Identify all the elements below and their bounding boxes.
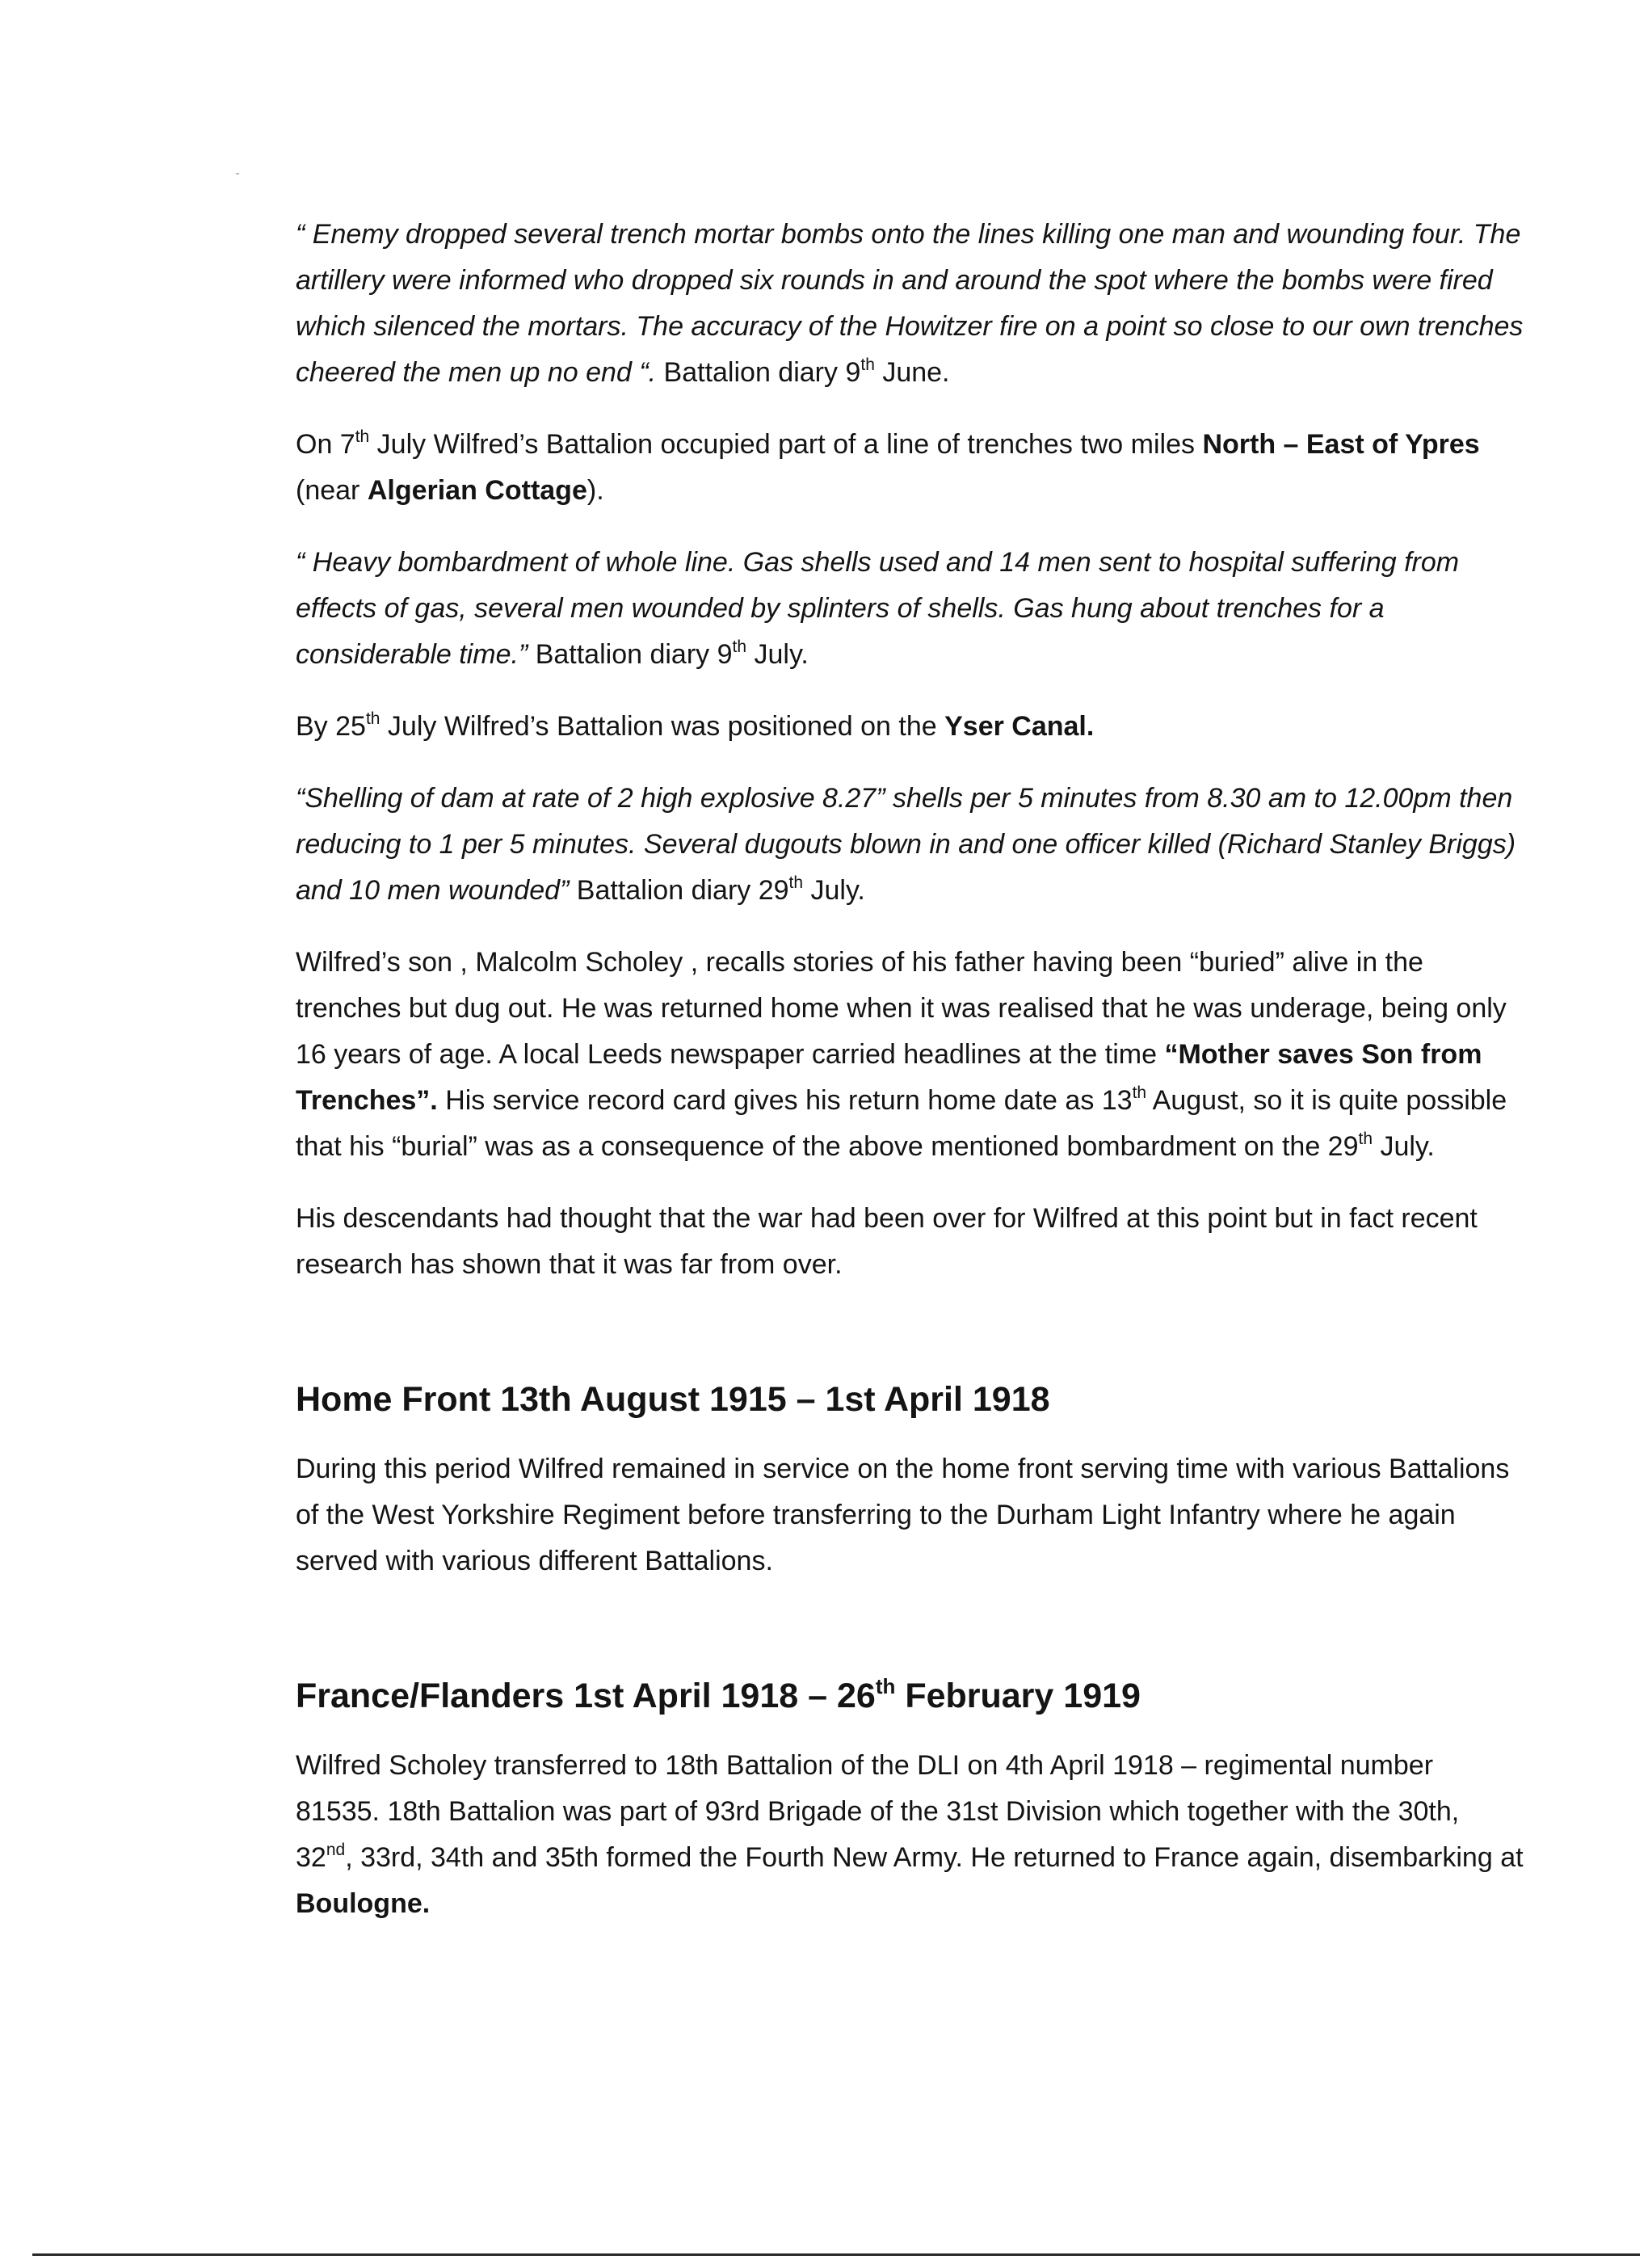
bold-place: Algerian Cottage bbox=[367, 475, 587, 506]
text: , 33rd, 34th and 35th formed the Fourth New Army. He returned to France again, disembarking at bbox=[345, 1842, 1524, 1873]
ordinal-suffix: th bbox=[1358, 1129, 1373, 1148]
text: Wilfred Scholey transferred to 18th Battalion of the DLI on 4th April 1918 – regimental number 81535. 18th Battalion was part of 93rd Brigade of the 31st Division which together with the 30th, 32 bbox=[296, 1750, 1460, 1873]
ordinal-suffix: th bbox=[788, 873, 804, 892]
heading-text: France/Flanders 1st April 1918 – 26 bbox=[296, 1677, 876, 1715]
paragraph-ypres bbox=[296, 422, 1524, 514]
bold-place: Yser Canal. bbox=[944, 711, 1095, 742]
text: (near bbox=[296, 475, 368, 506]
source-text: Battalion diary 9 bbox=[528, 639, 733, 670]
paragraph-descendants: His descendants had thought that the war had been over for Wilfred at this point but in fact recent research has shown that it was far from over. bbox=[296, 1203, 1478, 1280]
text: July Wilfred’s Battalion occupied part of a line of trenches two miles bbox=[369, 429, 1203, 460]
text: On 7 bbox=[296, 429, 355, 460]
source-text: June. bbox=[874, 357, 950, 388]
paragraph-home-front: During this period Wilfred remained in service on the home front serving time with various Battalions of the West Yorkshire Regiment before transferring to the Durham Light Infantry where he again served with various different Battalions. bbox=[296, 1454, 1510, 1576]
text: ). bbox=[586, 475, 604, 506]
text: July Wilfred’s Battalion was positioned on the bbox=[380, 711, 945, 742]
quote-text: “ Heavy bombardment of whole line. Gas shells used and 14 men sent to hospital suffering from effects of gas, several men wounded by splinters of shells. Gas hung about trenches for a considerable time.” bbox=[296, 547, 1460, 670]
bold-headline: “Mother saves Son from Trenches”. bbox=[296, 1039, 1482, 1116]
section-heading-france-flanders bbox=[296, 1672, 1524, 1720]
ordinal-suffix: th bbox=[365, 709, 380, 728]
text: By 25 bbox=[296, 711, 366, 742]
ordinal-suffix: th bbox=[732, 637, 747, 656]
text: Wilfred’s son , Malcolm Scholey , recalls stories of his father having been “buried” alive in the trenches but dug out. He was returned home when it was realised that he was underage, being only 16 years of age. A local Leeds newspaper carried headlines at the time bbox=[296, 947, 1507, 1070]
diary-quote-june bbox=[296, 212, 1524, 396]
source-text: July. bbox=[746, 639, 809, 670]
source-text: July. bbox=[803, 875, 865, 906]
paragraph-france bbox=[296, 1743, 1524, 1927]
text: His service record card gives his return home date as 13 bbox=[437, 1085, 1133, 1116]
text: July. bbox=[1373, 1131, 1435, 1162]
scan-mark bbox=[236, 173, 239, 175]
quote-text: “ Enemy dropped several trench mortar bombs onto the lines killing one man and wounding four. The artillery were informed who dropped six rounds in and around the spot where the bombs were fired which silenced the mortars. The accuracy of the Howitzer fire on a point so close to our own trenches cheered the men up no end “. bbox=[296, 219, 1524, 388]
ordinal-suffix: th bbox=[875, 1673, 896, 1698]
ordinal-suffix: th bbox=[355, 427, 370, 446]
text: August, so it is quite possible that his “burial” was as a consequence of the above mentioned bombardment on the 29 bbox=[296, 1085, 1507, 1162]
bold-place: Boulogne. bbox=[296, 1888, 431, 1919]
document-content bbox=[296, 212, 1524, 1953]
paragraph-malcolm-recollection bbox=[296, 940, 1524, 1170]
source-text: Battalion diary 9 bbox=[656, 357, 861, 388]
quote-text: “Shelling of dam at rate of 2 high explosive 8.27” shells per 5 minutes from 8.30 am to 12.00pm then reducing to 1 per 5 minutes. Several dugouts blown in and one officer killed (Richard Stanley Briggs) and 10 men wounded” bbox=[296, 783, 1516, 906]
section-heading-home-front: Home Front 13th August 1915 – 1st April 1918 bbox=[296, 1380, 1050, 1419]
diary-quote-july-29 bbox=[296, 776, 1524, 914]
heading-text: February 1919 bbox=[895, 1677, 1141, 1715]
ordinal-suffix: nd bbox=[326, 1840, 346, 1859]
diary-quote-july-9 bbox=[296, 540, 1524, 678]
bold-place: North – East of Ypres bbox=[1202, 429, 1480, 460]
ordinal-suffix: th bbox=[1132, 1083, 1147, 1102]
ordinal-suffix: th bbox=[860, 355, 875, 374]
source-text: Battalion diary 29 bbox=[569, 875, 789, 906]
paragraph-yser-canal bbox=[296, 704, 1524, 750]
bottom-scan-edge bbox=[32, 2253, 1640, 2256]
